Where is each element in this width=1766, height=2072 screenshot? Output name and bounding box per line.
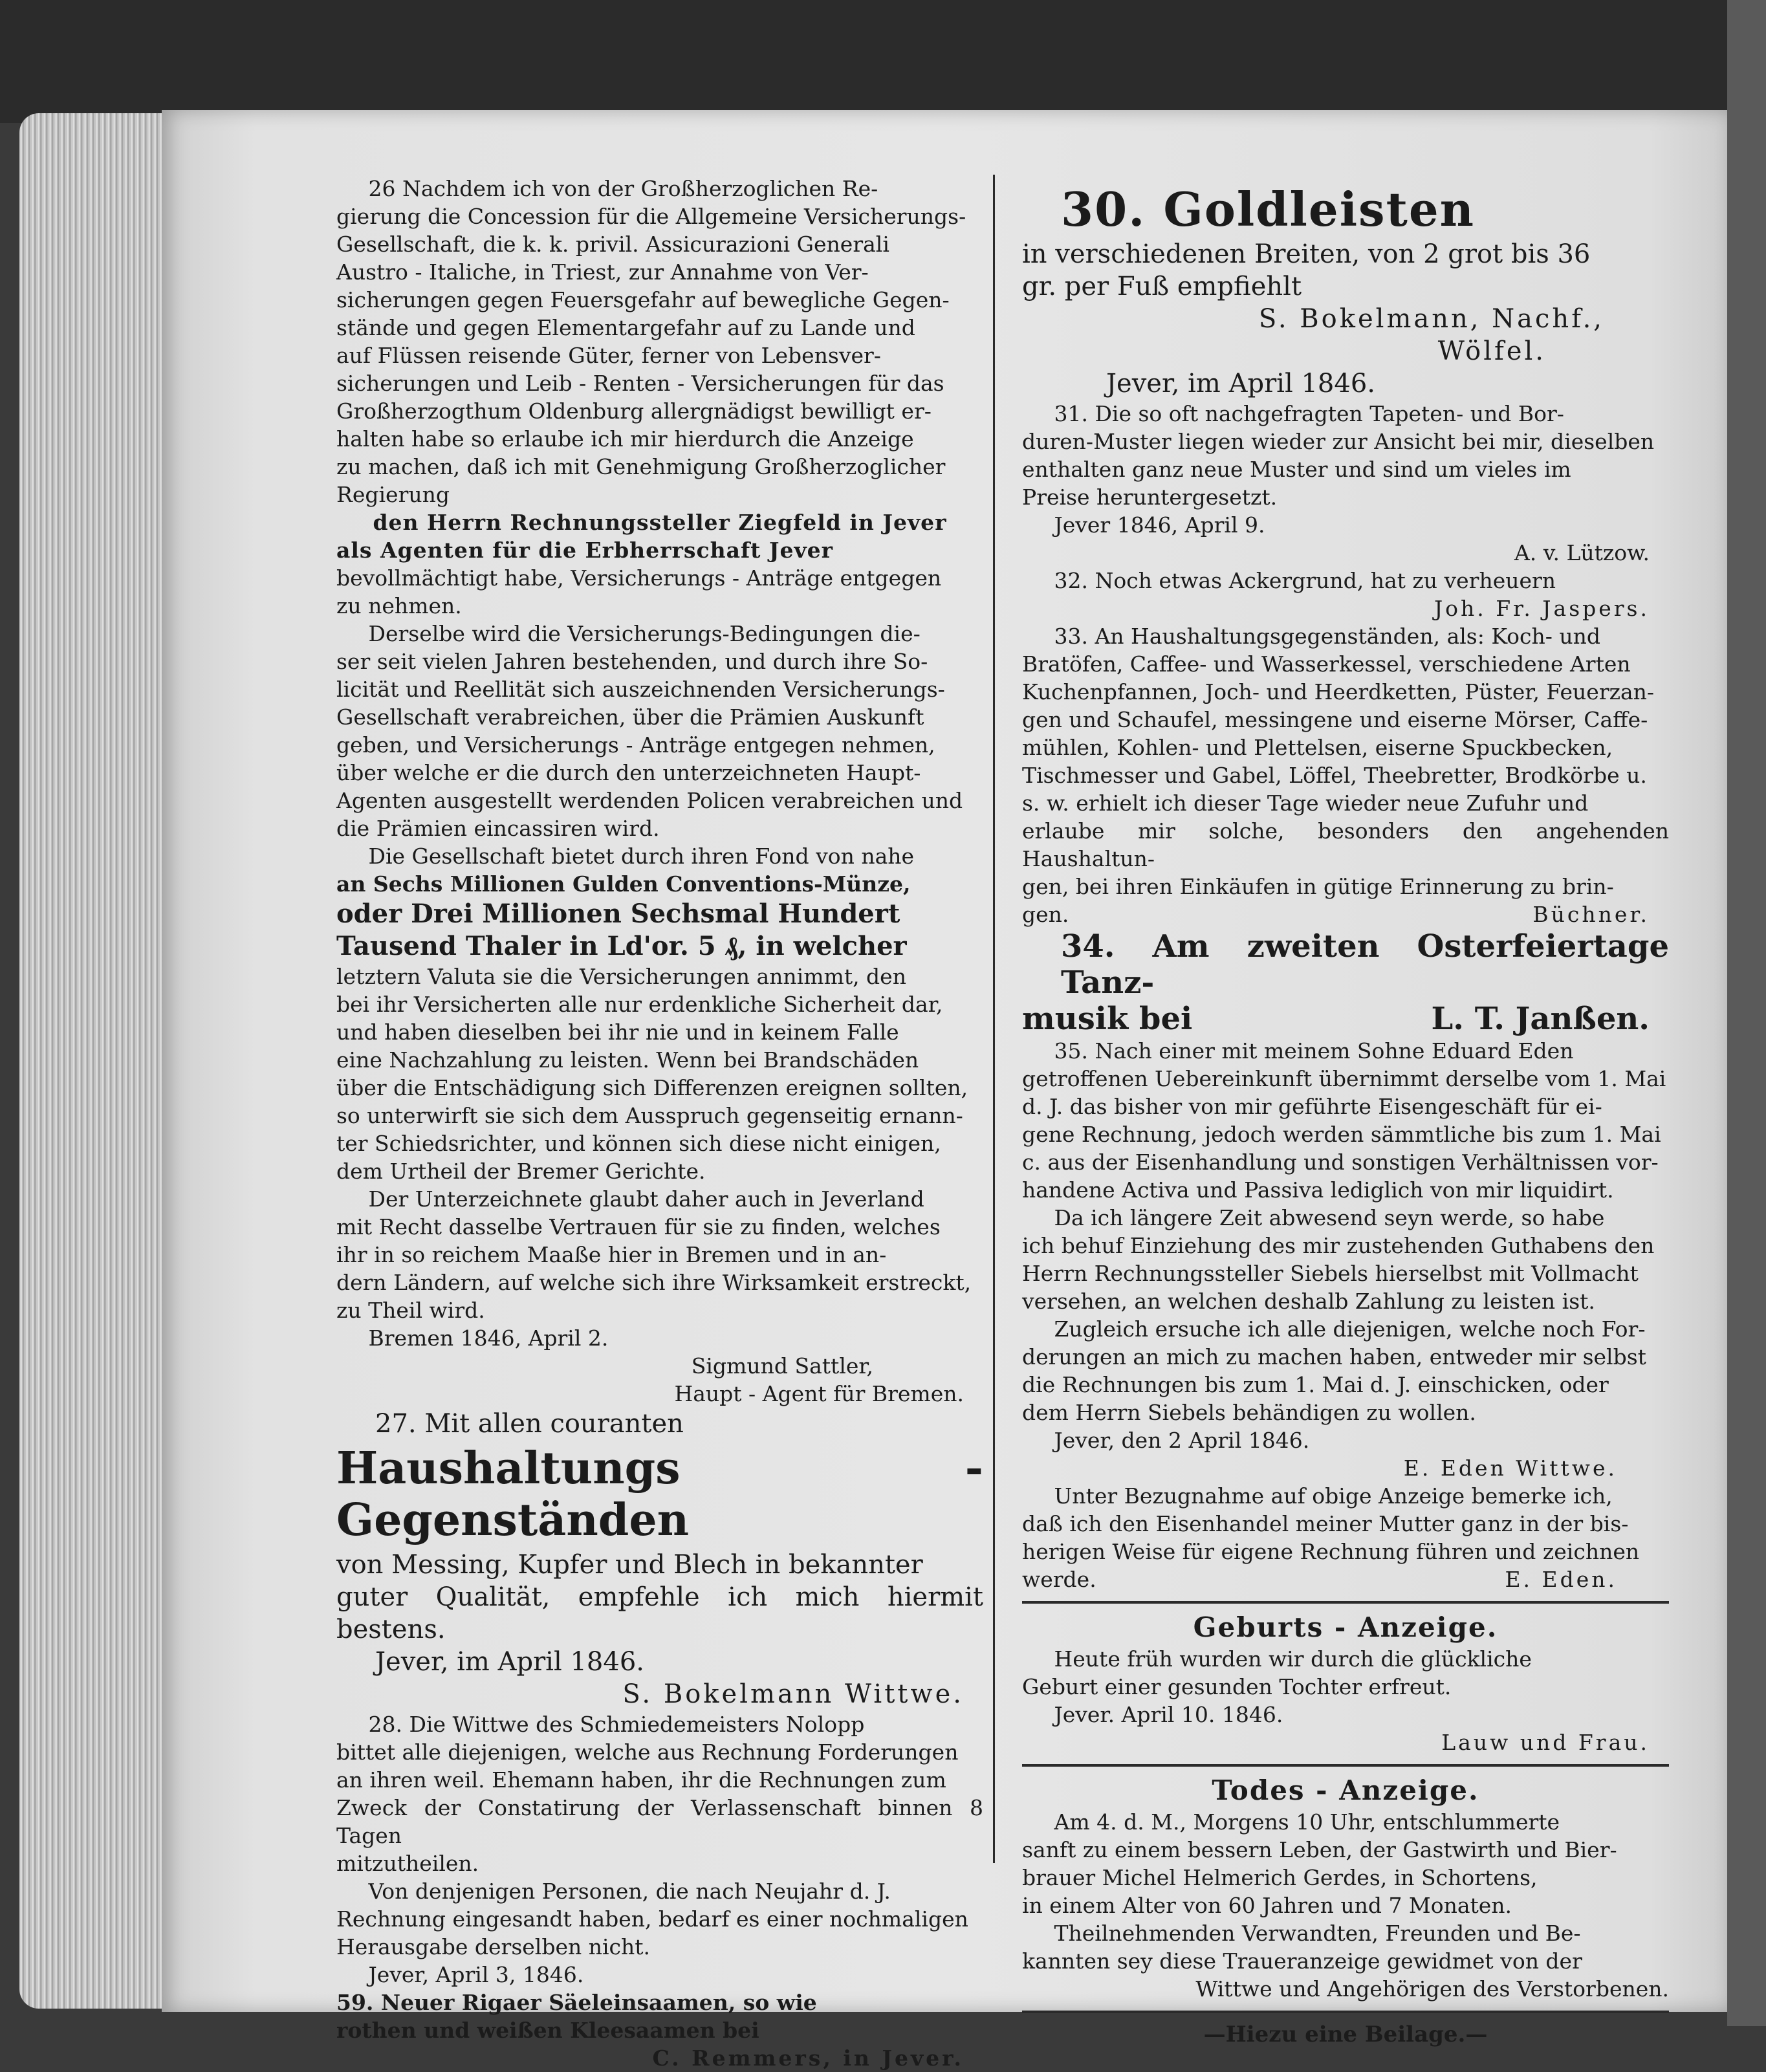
text-line: Theilnehmenden Verwandten, Freunden und Be-	[1054, 1921, 1581, 1946]
ad-28-place-date: Jever, April 3, 1846.	[368, 1962, 584, 1987]
text-line: herigen Weise für eigene Rechnung führen und zeichnen	[1022, 1539, 1640, 1564]
text-line: handene Activa und Passiva lediglich von mir liquidirt.	[1022, 1177, 1614, 1203]
ad-33-last-line: gen.	[1022, 902, 1069, 927]
supplement-note: —Hiezu eine Beilage.—	[1203, 2022, 1488, 2047]
ad-31-lines	[1022, 400, 1669, 511]
text-line: eine Nachzahlung zu leisten. Wenn bei Brandschäden	[336, 1047, 919, 1073]
text-line: stände und gegen Elementargefahr auf zu Lande und	[336, 315, 915, 340]
text-line: Kuchenpfannen, Joch- und Heerdketten, Püster, Feuerzan-	[1022, 679, 1655, 704]
ad-26-after-agent	[336, 564, 983, 620]
text-line: Der Unterzeichnete glaubt daher auch in Jeverland	[368, 1186, 924, 1212]
text-line: bittet alle diejenigen, welche aus Rechnung Forderungen	[336, 1739, 959, 1765]
text-line: rothen und weißen Kleesaamen bei	[336, 2018, 759, 2043]
text-line: getroffenen Uebereinkunft übernimmt derselbe vom 1. Mai	[1022, 1066, 1666, 1091]
text-line: s. w. erhielt ich dieser Tage wieder neue Zufuhr und	[1022, 791, 1589, 816]
ad-26-para3-d: Tausend Thaler in Ld'or. 5 ₰, in welcher	[336, 931, 907, 961]
text-line: 31. Die so oft nachgefragten Tapeten- und Bor-	[1054, 401, 1564, 426]
text-line: Da ich längere Zeit abwesend seyn werde, so habe	[1054, 1205, 1605, 1230]
death-notice-signer: Wittwe und Angehörigen des Verstorbenen.	[1195, 1976, 1669, 2001]
ad-30-signer1: S. Bokelmann, Nachf.,	[1258, 304, 1604, 334]
text-line: Am 4. d. M., Morgens 10 Uhr, entschlummerte	[1054, 1809, 1560, 1835]
text-line: daß ich den Eisenhandel meiner Mutter ganz in der bis-	[1022, 1511, 1629, 1536]
text-line: licität und Reellität sich auszeichnenden Versicherungs-	[336, 677, 945, 702]
ad-27	[336, 1408, 983, 1710]
text-line: bei ihr Versicherten alle nur erdenkliche Sicherheit dar,	[336, 992, 943, 1017]
text-line: erlaube mir solche, besonders den angehenden Haushaltun-	[1022, 818, 1669, 871]
right-column	[1022, 181, 1669, 2049]
ad-33-lines	[1022, 622, 1669, 900]
text-line: auf Flüssen reisende Güter, ferner von Lebensver-	[336, 343, 881, 368]
text-line: gen, bei ihren Einkäufen in gütige Erinnerung zu brin-	[1022, 874, 1614, 899]
text-line: Herausgabe derselben nicht.	[336, 1934, 651, 1959]
text-line: ihr in so reichem Maaße hier in Bremen und in an-	[336, 1242, 887, 1267]
text-line: 59. Neuer Rigaer Säeleinsaamen, so wie	[336, 1990, 817, 2015]
separator-rule	[1022, 1764, 1669, 1767]
ad-27-heading: Haushaltungs - Gegenständen	[336, 1443, 983, 1546]
ad-27-place-date: Jever, im April 1846.	[375, 1647, 644, 1677]
text-line: die Rechnungen bis zum 1. Mai d. J. einschicken, oder	[1022, 1372, 1609, 1397]
ad-26-agent-line2: als Agenten für die Erbherrschaft Jever	[336, 538, 834, 563]
text-line: enthalten ganz neue Muster und sind um vieles im	[1022, 457, 1571, 482]
text-line: Agenten ausgestellt werdenden Policen verabreichen und	[336, 788, 963, 813]
ad-34-line2-right: L. T. Janßen.	[1431, 1001, 1650, 1037]
text-line: von Messing, Kupfer und Blech in bekannter	[336, 1550, 923, 1580]
separator-rule	[1022, 2011, 1669, 2013]
text-line: Gesellschaft, die k. k. privil. Assicurazioni Generali	[336, 232, 889, 257]
text-line: geben, und Versicherungs - Anträge entgegen nehmen,	[336, 732, 935, 758]
separator-rule	[1022, 1601, 1669, 1604]
ad-29-lines	[336, 1989, 983, 2044]
text-line: über welche er die durch den unterzeichneten Haupt-	[336, 760, 921, 785]
text-line: und haben dieselben bei ihr nie und in keinem Falle	[336, 1020, 899, 1045]
ad-29	[336, 1989, 983, 2072]
text-line: dern Ländern, auf welche sich ihre Wirksamkeit erstreckt,	[336, 1270, 972, 1295]
text-line: guter Qualität, empfehle ich mich hiermit bestens.	[336, 1582, 983, 1644]
text-line: Heute früh wurden wir durch die glückliche	[1054, 1646, 1532, 1672]
ad-31	[1022, 400, 1669, 567]
ad-27-signer: S. Bokelmann Wittwe.	[622, 1679, 964, 1709]
text-line: Regierung	[336, 482, 450, 507]
ad-30-heading: 30. Goldleisten	[1061, 182, 1475, 237]
text-line: 28. Die Wittwe des Schmiedemeisters Nolopp	[368, 1712, 865, 1737]
ad-35-para3	[1022, 1315, 1669, 1426]
text-line: versehen, an welchen deshalb Zahlung zu leisten ist.	[1022, 1289, 1595, 1314]
text-line: gen und Schaufel, messingene und eiserne Mörser, Caffe-	[1022, 707, 1648, 732]
birth-notice-title: Geburts - Anzeige.	[1193, 1611, 1498, 1643]
text-line: in einem Alter von 60 Jahren und 7 Monaten.	[1022, 1893, 1512, 1918]
text-line: mitzutheilen.	[336, 1851, 479, 1876]
ad-28-lines2	[336, 1877, 983, 1961]
death-notice	[1022, 1773, 1669, 2003]
book-page-edges	[19, 113, 162, 2009]
ad-26-para3-b: an Sechs Millionen Gulden Conventions-Münze,	[336, 871, 911, 897]
ad-29-signer: C. Remmers, in Jever.	[652, 2045, 964, 2071]
ad-35-para4	[1022, 1482, 1669, 1565]
ad-30-lines	[1022, 238, 1669, 303]
background-top	[0, 0, 1766, 123]
ad-34-line1: 34. Am zweiten Osterfeiertage Tanz-	[1061, 928, 1669, 1001]
column-divider	[993, 175, 995, 1863]
text-line: Großherzogthum Oldenburg allergnädigst bewilligt er-	[336, 398, 932, 424]
ad-26-para3-rest	[336, 963, 983, 1185]
text-line: dem Herrn Siebels behändigen zu wollen.	[1022, 1400, 1476, 1425]
birth-notice	[1022, 1610, 1669, 1756]
text-line: 26 Nachdem ich von der Großherzoglichen Re-	[368, 176, 878, 201]
text-line: Zweck der Constatirung der Verlassenschaft binnen 8 Tagen	[336, 1795, 983, 1848]
text-line: ich behuf Einziehung des mir zustehenden Guthabens den	[1022, 1233, 1655, 1258]
ad-30-place-date: Jever, im April 1846.	[1106, 369, 1375, 398]
ad-26	[336, 175, 983, 1408]
ad-26-para2	[336, 620, 983, 842]
text-line: zu machen, daß ich mit Genehmigung Großherzoglicher	[336, 454, 946, 479]
ad-32-signer: Joh. Fr. Jaspers.	[1434, 596, 1650, 621]
text-line: Rechnung eingesandt haben, bedarf es einer nochmaligen	[336, 1906, 968, 1932]
text-line: Austro - Italiche, in Triest, zur Annahme von Ver-	[336, 259, 869, 285]
text-line: kannten sey diese Traueranzeige gewidmet von der	[1022, 1948, 1582, 1974]
text-line: c. aus der Eisenhandlung und sonstigen Verhältnissen vor-	[1022, 1150, 1659, 1175]
text-line: halten habe so erlaube ich mir hierdurch die Anzeige	[336, 426, 914, 452]
ad-34	[1022, 928, 1669, 1037]
ad-28	[336, 1710, 983, 1989]
text-line: mühlen, Kohlen- und Plettelsen, eiserne Spuckbecken,	[1022, 735, 1613, 760]
text-line: Unter Bezugnahme auf obige Anzeige bemerke ich,	[1054, 1483, 1613, 1509]
text-line: ser seit vielen Jahren bestehenden, und durch ihre So-	[336, 649, 928, 674]
text-line: Bratöfen, Caffee- und Wasserkessel, verschiedene Arten	[1022, 651, 1631, 677]
ad-26-signer: Sigmund Sattler,	[691, 1353, 873, 1379]
text-line: sicherungen und Leib - Renten - Versicherungen für das	[336, 371, 944, 396]
text-line: 35. Nach einer mit meinem Sohne Eduard Eden	[1054, 1038, 1574, 1063]
text-line: ter Schiedsrichter, und können sich diese nicht einigen,	[336, 1131, 941, 1156]
text-line: 33. An Haushaltungsgegenständen, als: Koch- und	[1054, 624, 1600, 649]
text-line: derungen an mich zu machen haben, entweder mir selbst	[1022, 1344, 1646, 1369]
ad-35-signer: E. Eden Wittwe.	[1403, 1456, 1617, 1481]
ad-32	[1022, 567, 1669, 622]
text-line: gr. per Fuß empfiehlt	[1022, 272, 1302, 301]
ad-35-lines	[1022, 1037, 1669, 1204]
ad-30	[1022, 181, 1669, 400]
ad-34-line2-left: musik bei	[1022, 1001, 1193, 1037]
ad-26-para4	[336, 1185, 983, 1324]
text-line: Geburt einer gesunden Tochter erfreut.	[1022, 1674, 1452, 1699]
ad-31-signer: A. v. Lützow.	[1514, 540, 1650, 565]
text-line: bevollmächtigt habe, Versicherungs - Anträge entgegen	[336, 565, 942, 591]
text-line: Derselbe wird die Versicherungs-Bedingungen die-	[368, 621, 921, 646]
text-line: Tischmesser und Gabel, Löffel, Theebretter, Brodkörbe u.	[1022, 763, 1647, 788]
text-line: gierung die Concession für die Allgemeine Versicherungs-	[336, 204, 966, 229]
ad-35-signer2: E. Eden.	[1505, 1567, 1617, 1592]
ad-26-para3-c: oder Drei Millionen Sechsmal Hundert	[336, 899, 900, 929]
text-line: zu nehmen.	[336, 593, 462, 618]
text-line: brauer Michel Helmerich Gerdes, in Schortens,	[1022, 1865, 1538, 1890]
ad-35-place-date: Jever, den 2 April 1846.	[1054, 1428, 1310, 1453]
text-line: sicherungen gegen Feuersgefahr auf bewegliche Gegen-	[336, 287, 950, 312]
birth-notice-signer: Lauw und Frau.	[1441, 1730, 1650, 1755]
text-line: die Prämien eincassiren wird.	[336, 816, 660, 841]
ad-30-signer2: Wölfel.	[1437, 336, 1546, 366]
ad-27-lines	[336, 1549, 983, 1646]
ad-33	[1022, 622, 1669, 928]
ad-32-line: 32. Noch etwas Ackergrund, hat zu verheuern	[1054, 568, 1556, 593]
text-line: sanft zu einem bessern Leben, der Gastwirth und Bier-	[1022, 1837, 1617, 1862]
ad-28-lines	[336, 1710, 983, 1877]
text-line: Preise heruntergesetzt.	[1022, 485, 1278, 510]
ad-33-signer: Büchner.	[1532, 902, 1650, 927]
ad-26-para3-a: Die Gesellschaft bietet durch ihren Fond von nahe	[368, 844, 915, 869]
text-line: in verschiedenen Breiten, von 2 grot bis 36	[1022, 239, 1591, 269]
ad-26-place-date: Bremen 1846, April 2.	[368, 1325, 609, 1351]
ad-35	[1022, 1037, 1669, 1593]
ad-26-signer-title: Haupt - Agent für Bremen.	[674, 1381, 964, 1406]
text-line: letztern Valuta sie die Versicherungen annimmt, den	[336, 964, 906, 989]
text-line: duren-Muster liegen wieder zur Ansicht bei mir, dieselben	[1022, 429, 1655, 454]
ad-26-lines	[336, 175, 983, 508]
text-line: Gesellschaft verabreichen, über die Prämien Auskunft	[336, 704, 924, 730]
ad-26-agent-line1: den Herrn Rechnungssteller Ziegfeld in Jever	[373, 510, 947, 535]
ad-27-intro: 27. Mit allen couranten	[375, 1409, 684, 1439]
text-line: an ihren weil. Ehemann haben, ihr die Rechnungen zum	[336, 1767, 946, 1793]
birth-notice-place-date: Jever. April 10. 1846.	[1054, 1702, 1283, 1727]
text-line: gene Rechnung, jedoch werden sämmtliche bis zum 1. Mai	[1022, 1122, 1661, 1147]
background-right	[1727, 0, 1766, 2026]
death-notice-title: Todes - Anzeige.	[1212, 1774, 1479, 1806]
text-line: Zugleich ersuche ich alle diejenigen, welche noch For-	[1054, 1316, 1646, 1342]
birth-notice-lines	[1022, 1645, 1669, 1701]
ad-31-place-date: Jever 1846, April 9.	[1054, 512, 1265, 538]
text-line: mit Recht dasselbe Vertrauen für sie zu finden, welches	[336, 1214, 941, 1239]
text-line: so unterwirft sie sich dem Ausspruch gegenseitig ernann-	[336, 1103, 963, 1128]
ad-35-para4-last: werde.	[1022, 1567, 1096, 1592]
text-line: d. J. das bisher von mir geführte Eisengeschäft für ei-	[1022, 1094, 1602, 1119]
text-line: zu Theil wird.	[336, 1298, 485, 1323]
death-notice-lines2	[1022, 1919, 1669, 1975]
death-notice-lines	[1022, 1808, 1669, 1919]
ad-35-para2	[1022, 1204, 1669, 1315]
text-line: Herrn Rechnungssteller Siebels hierselbst mit Vollmacht	[1022, 1261, 1639, 1286]
text-line: Von denjenigen Personen, die nach Neujahr d. J.	[368, 1879, 891, 1904]
left-column	[336, 175, 983, 2072]
text-line: über die Entschädigung sich Differenzen ereignen sollten,	[336, 1075, 968, 1100]
text-line: dem Urtheil der Bremer Gerichte.	[336, 1159, 706, 1184]
